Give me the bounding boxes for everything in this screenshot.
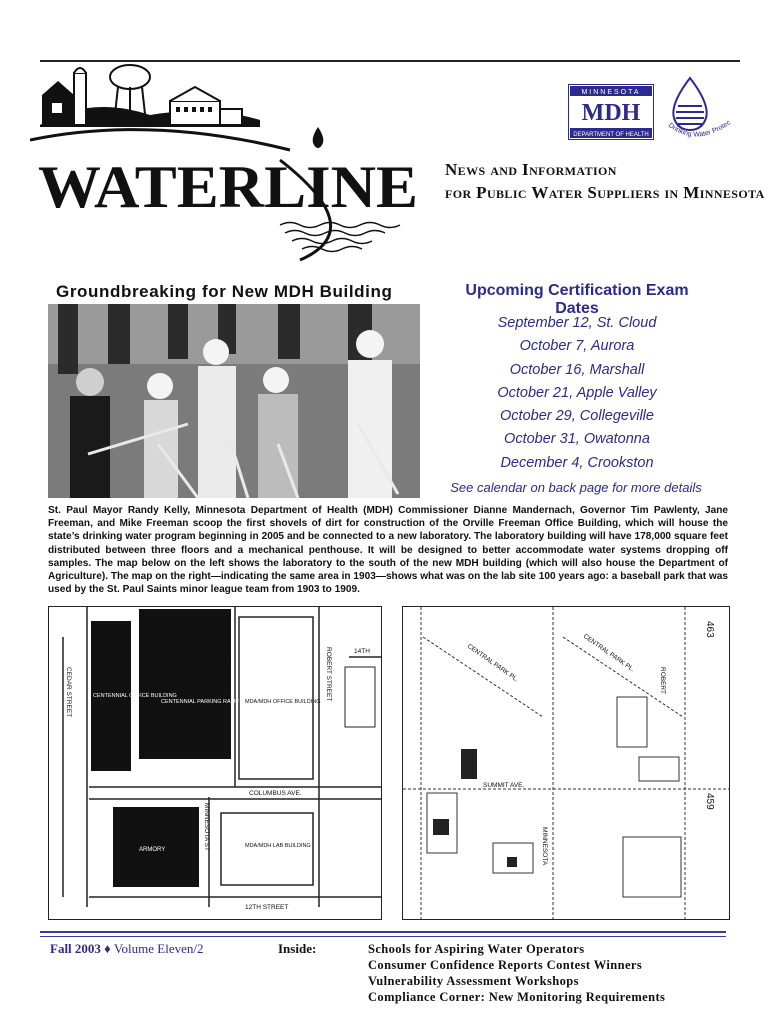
- footer-rule: [40, 936, 726, 937]
- svg-text:CEDAR STREET: CEDAR STREET: [65, 667, 72, 718]
- exam-date-item: October 7, Aurora: [519, 338, 635, 355]
- masthead-title: WATERLINE: [38, 154, 419, 220]
- svg-text:CENTENNIAL PARKING RAMP: CENTENNIAL PARKING RAMP: [161, 699, 239, 705]
- svg-text:Drinking Water Protection: Drinking Water Protec: [666, 119, 732, 139]
- exam-date-item: October 21, Apple Valley: [497, 384, 657, 401]
- water-drop-icon: ♦: [104, 941, 111, 956]
- drinking-water-protection-logo: [660, 74, 732, 140]
- waterline-masthead-illustration: [30, 55, 440, 270]
- svg-text:CENTRAL PARK EAST: CENTRAL PARK EAST: [221, 619, 228, 687]
- svg-text:463: 463: [704, 621, 715, 638]
- issue-season: Fall 2003: [50, 941, 101, 956]
- calendar-note: See calendar on back page for more details: [450, 480, 702, 495]
- issue-info: [50, 941, 204, 957]
- svg-text:MINNESOTA: MINNESOTA: [541, 827, 548, 866]
- exam-date-item: December 4, Crookston: [500, 454, 654, 471]
- issue-volume: Volume Eleven/2: [113, 941, 204, 956]
- svg-text:SUMMIT AVE.: SUMMIT AVE.: [483, 782, 525, 789]
- svg-text:CENTENNIAL OFFICE BUILDING: CENTENNIAL OFFICE BUILDING: [93, 693, 177, 699]
- exam-dates-list: [442, 312, 712, 475]
- svg-text:MDA/MDH OFFICE BUILDING: MDA/MDH OFFICE BUILDING: [245, 699, 321, 705]
- exam-date-item: October 29, Collegeville: [500, 408, 654, 425]
- tagline-line-1: News and Information: [445, 160, 617, 179]
- inside-item: Consumer Confidence Reports Contest Winners: [368, 958, 643, 972]
- inside-item: Vulnerability Assessment Workshops: [368, 974, 579, 988]
- map-current-site: [48, 606, 382, 920]
- inside-label: Inside:: [278, 941, 317, 956]
- svg-text:COLUMBUS AVE.: COLUMBUS AVE.: [249, 790, 302, 797]
- svg-text:MDH: MDH: [581, 100, 641, 126]
- svg-text:ARMORY: ARMORY: [139, 847, 166, 853]
- svg-text:DEPARTMENT OF HEALTH: DEPARTMENT OF HEALTH: [573, 132, 649, 138]
- exam-date-item: September 12, St. Cloud: [497, 315, 657, 331]
- inside-item: Schools for Aspiring Water Operators: [368, 942, 585, 956]
- exam-date-item: October 16, Marshall: [509, 361, 645, 378]
- exam-dates-headline: Upcoming Certification Exam Dates: [465, 282, 689, 317]
- svg-text:14TH: 14TH: [354, 648, 370, 655]
- svg-text:CENTRAL PARK PL.: CENTRAL PARK PL.: [465, 642, 520, 684]
- svg-text:ROBERT STREET: ROBERT STREET: [325, 647, 332, 702]
- inside-contents-list: [368, 941, 665, 1005]
- mdh-logo: [568, 84, 654, 140]
- svg-text:MINNESOTA ST: MINNESOTA ST: [203, 803, 210, 851]
- svg-text:MDA/MDH LAB BUILDING: MDA/MDH LAB BUILDING: [245, 843, 311, 849]
- svg-text:MINNESOTA: MINNESOTA: [581, 89, 641, 96]
- photo-caption: St. Paul Mayor Randy Kelly, Minnesota Department of Health (MDH) Commissioner Dianne Mandernach, Governor Tim Pawlenty, Jane Freeman, and Mike Freeman scoop the first shovels of dirt for construction of the Orville Freeman Office Building, which will house the state’s drinking water program beginning in 2005 and be connected to a new laboratory. The laboratory building will have 178,000 square feet distributed between three floors and a mechanical penthouse. It will be designed to better accommodate water systems dropping off samples. The map below on the left shows the laboratory to the south of the new MDH building (which will also house the Department of Agriculture). The map on the right—indicating the same area in 1903—shows what was on the lab site 100 years ago: a baseball park that was used by the St. Paul Saints minor league team from 1903 to 1909.: [48, 505, 728, 596]
- svg-text:459: 459: [704, 793, 715, 810]
- article-headline: Groundbreaking for New MDH Building: [56, 282, 393, 301]
- tagline-line-2: for Public Water Suppliers in Minnesota: [445, 183, 765, 202]
- groundbreaking-photo: [48, 304, 420, 498]
- svg-text:CENTRAL PARK PL.: CENTRAL PARK PL.: [581, 632, 636, 674]
- inside-item: Compliance Corner: New Monitoring Requirements: [368, 990, 666, 1004]
- footer-rule: [40, 931, 726, 933]
- exam-date-item: October 31, Owatonna: [504, 431, 650, 448]
- svg-text:ROBERT: ROBERT: [659, 667, 666, 694]
- svg-text:12TH STREET: 12TH STREET: [245, 904, 289, 911]
- map-1903-site: [402, 606, 730, 920]
